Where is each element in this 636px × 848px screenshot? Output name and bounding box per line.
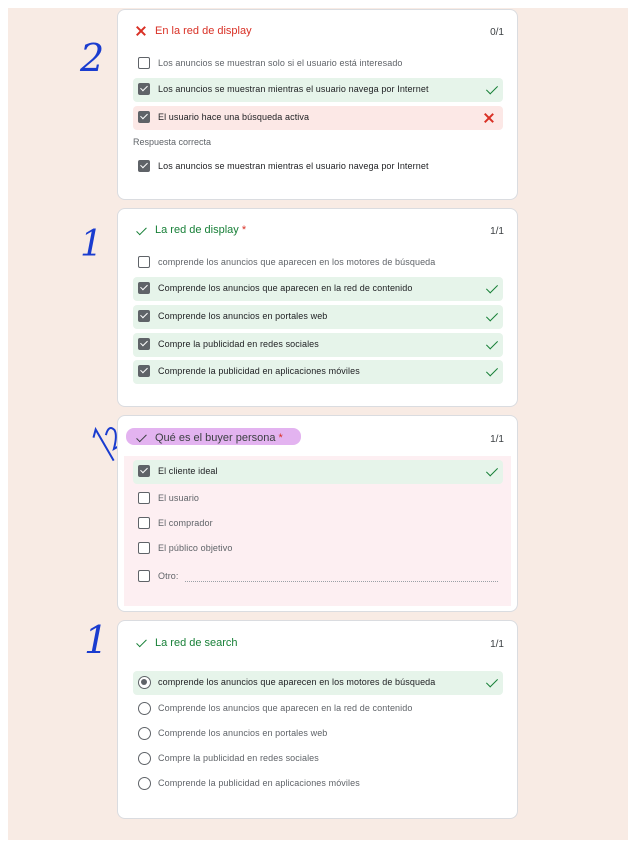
option-label: Los anuncios se muestran mientras el usuario navega por Internet	[158, 84, 429, 94]
correct-check-icon	[486, 337, 498, 349]
required-asterisk: *	[278, 432, 283, 444]
question-card-2	[117, 208, 518, 407]
correct-check-icon	[486, 309, 498, 321]
handwritten-score-q4: 1	[84, 618, 109, 662]
option-row[interactable]	[133, 106, 503, 130]
option-label: Los anuncios se muestran solo si el usuario está interesado	[158, 58, 403, 68]
checkbox[interactable]	[138, 256, 150, 268]
question-card-4	[117, 620, 518, 819]
correct-check-icon	[486, 464, 498, 476]
option-row[interactable]	[133, 333, 503, 357]
question-score: 1/1	[490, 226, 504, 237]
option-label: El comprador	[158, 518, 213, 528]
handwritten-score-q1: 2	[80, 36, 105, 80]
checkbox[interactable]	[138, 57, 150, 69]
question-title-text: La red de display	[155, 224, 239, 236]
question-title: La red de search	[155, 637, 238, 649]
option-row[interactable]	[133, 78, 503, 102]
radio[interactable]	[138, 702, 151, 715]
checkbox-checked[interactable]	[138, 338, 150, 350]
checkbox[interactable]	[138, 570, 150, 582]
handwritten-score-q2: 1	[80, 224, 103, 265]
option-row[interactable]	[133, 512, 503, 536]
option-row[interactable]	[133, 277, 503, 301]
option-row[interactable]	[133, 305, 503, 329]
question-score: 1/1	[490, 639, 504, 650]
option-row[interactable]	[133, 671, 503, 695]
option-label: Compre la publicidad en redes sociales	[158, 753, 319, 763]
question-score: 0/1	[490, 27, 504, 38]
option-row[interactable]	[133, 697, 503, 721]
option-row[interactable]	[133, 772, 503, 796]
question-title: En la red de display	[155, 25, 252, 37]
required-asterisk: *	[241, 224, 247, 236]
checkbox[interactable]	[138, 517, 150, 529]
option-label: comprende los anuncios que aparecen en los motores de búsqueda	[158, 677, 436, 687]
checkbox-checked[interactable]	[138, 365, 150, 377]
checkbox-checked	[138, 160, 150, 172]
correct-answer-label: Los anuncios se muestran mientras el usuario navega por Internet	[158, 161, 429, 171]
option-row[interactable]	[133, 460, 503, 484]
option-row[interactable]	[133, 747, 503, 771]
option-row[interactable]	[133, 360, 503, 384]
checkbox[interactable]	[138, 492, 150, 504]
checkbox-checked[interactable]	[138, 111, 150, 123]
option-row-other[interactable]	[133, 565, 503, 589]
option-label: Comprende los anuncios que aparecen en la red de contenido	[158, 283, 413, 293]
option-label: El usuario	[158, 493, 200, 503]
option-label: Comprende la publicidad en aplicaciones móviles	[158, 778, 360, 788]
option-label: Comprende la publicidad en aplicaciones móviles	[158, 366, 360, 376]
radio-selected[interactable]	[138, 676, 151, 689]
option-label: El público objetivo	[158, 543, 233, 553]
option-label: Comprende los anuncios que aparecen en la red de contenido	[158, 703, 413, 713]
other-text-field[interactable]	[185, 581, 498, 582]
question-title	[155, 432, 283, 444]
question-title	[155, 224, 246, 236]
question-title-text: Qué es el buyer persona	[155, 432, 276, 444]
question-card-1	[117, 9, 518, 200]
checkbox-checked[interactable]	[138, 310, 150, 322]
option-row[interactable]	[133, 487, 503, 511]
checkbox-checked[interactable]	[138, 83, 150, 95]
option-row[interactable]	[133, 251, 503, 275]
checkbox-checked[interactable]	[138, 465, 150, 477]
option-label: El usuario hace una búsqueda activa	[158, 112, 310, 122]
incorrect-x-icon	[135, 25, 147, 37]
option-label: El cliente ideal	[158, 466, 218, 476]
radio[interactable]	[138, 777, 151, 790]
correct-check-icon	[486, 675, 498, 687]
option-row[interactable]	[133, 52, 503, 76]
checkbox[interactable]	[138, 542, 150, 554]
radio[interactable]	[138, 727, 151, 740]
correct-check-icon	[486, 82, 498, 94]
incorrect-x-icon	[483, 112, 495, 124]
option-row[interactable]	[133, 722, 503, 746]
correct-answer-row	[133, 155, 503, 179]
option-label: Comprende los anuncios en portales web	[158, 311, 328, 321]
checkbox-checked[interactable]	[138, 282, 150, 294]
option-label: Comprende los anuncios en portales web	[158, 728, 328, 738]
other-label: Otro:	[158, 571, 179, 581]
option-row[interactable]	[133, 537, 503, 561]
correct-check-icon	[486, 281, 498, 293]
correct-answer-heading: Respuesta correcta	[133, 137, 212, 147]
option-label: Compre la publicidad en redes sociales	[158, 339, 319, 349]
radio[interactable]	[138, 752, 151, 765]
question-score: 1/1	[490, 434, 504, 445]
correct-check-icon	[486, 364, 498, 376]
option-label: comprende los anuncios que aparecen en los motores de búsqueda	[158, 257, 436, 267]
